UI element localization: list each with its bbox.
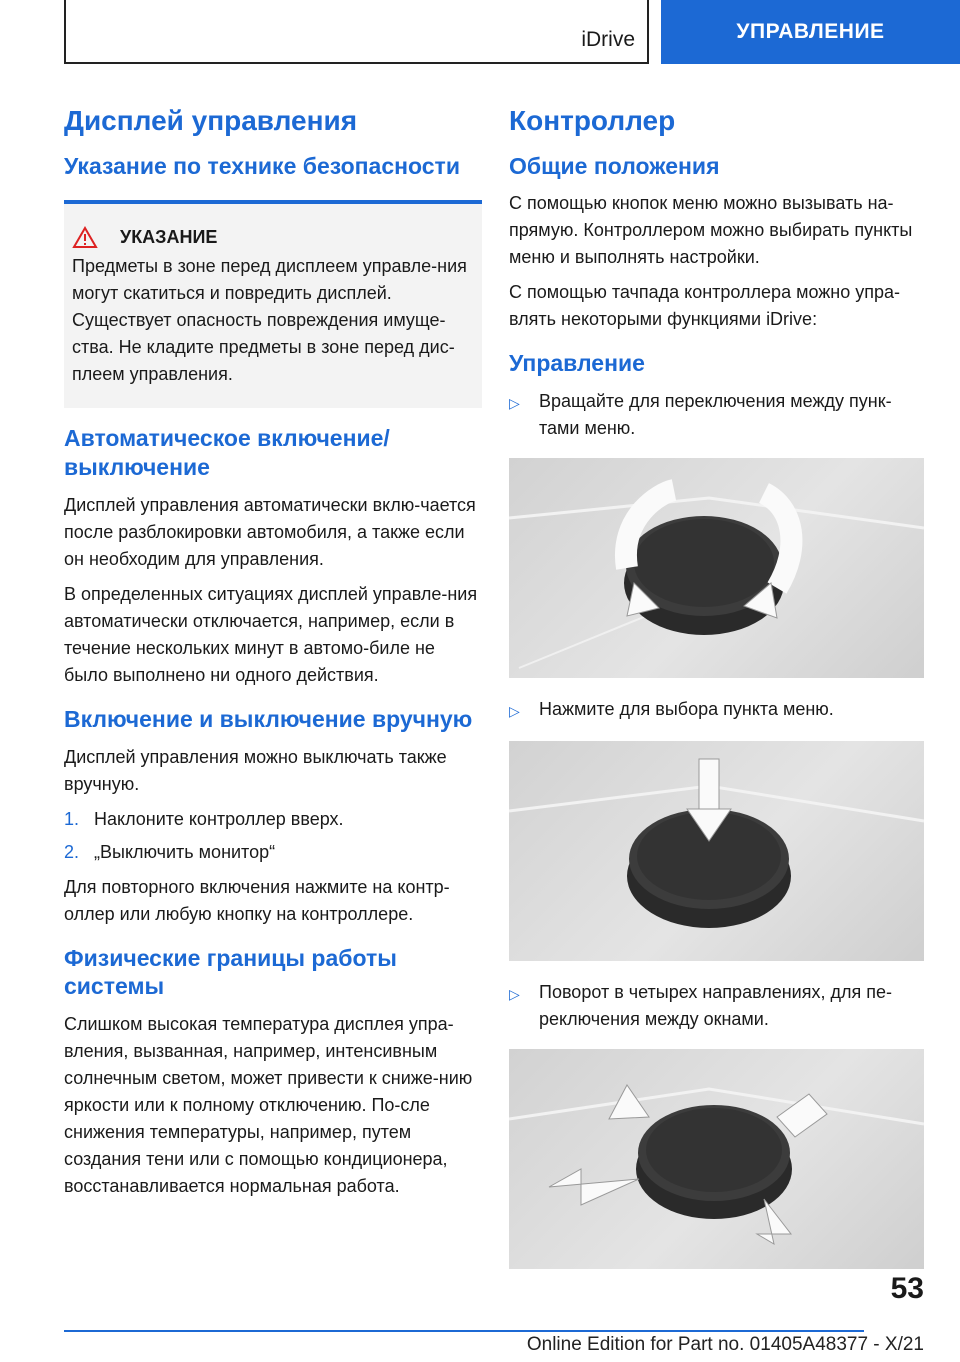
controller-rotate-image	[509, 458, 924, 678]
warning-text: Предметы в зоне перед дисплеем управле-ния могут скатиться и повредить дисплей. Существует опасность повреждения имуще-ства. Не кладите предметы в зоне перед дис-плеем управления.	[72, 256, 467, 385]
list-item: 2. „Выключить монитор“	[64, 841, 276, 862]
controller-tilt-image	[509, 1049, 924, 1269]
page-title-display: Дисплей управления	[64, 105, 358, 136]
right-column	[509, 100, 924, 1287]
warning-triangle-icon	[72, 226, 98, 249]
limits-paragraph: Слишком высокая температура дисплея упра-вления, вызванная, например, интенсивным солнечным светом, может привести к сниже-нию яркости или к полному отключению. По-сле снижения температуры, например, путем создания тени или с помощью кондиционера, восстанавливается нормальная работа.	[64, 1014, 473, 1197]
list-item: ▷ Вращайте для переключения между пунк-тами меню.	[509, 388, 924, 442]
header-frame	[64, 0, 649, 64]
header-section-label: iDrive	[581, 28, 635, 51]
controller-press-image	[509, 741, 924, 961]
manual-paragraph-2: Для повторного включения нажмите на контр-оллер или любую кнопку на контроллере.	[64, 876, 450, 924]
warning-box	[64, 204, 482, 408]
left-column	[64, 100, 482, 1208]
list-item: 1. Наклоните контроллер вверх.	[64, 808, 344, 829]
list-item: ▷ Поворот в четырех направлениях, для пе-реключения между окнами.	[509, 979, 924, 1033]
manual-heading: Включение и выключение вручную	[64, 705, 473, 732]
auto-paragraph-2: В определенных ситуациях дисплей управле-ния автоматически отключается, например, если в течение нескольких минут в автомо-биле не было выполнено ни одного действия.	[64, 583, 478, 685]
warning-title: УКАЗАНИЕ	[120, 227, 218, 248]
auto-heading: Автоматическое включение/ выключение	[64, 425, 390, 481]
safety-heading: Указание по технике безопасности	[64, 152, 460, 179]
general-paragraph-2: С помощью тачпада контроллера можно упра-влять некоторыми функциями iDrive:	[509, 282, 901, 330]
page-number: 53	[890, 1272, 924, 1305]
header-chapter-tab: УПРАВЛЕНИЕ	[661, 0, 960, 64]
edition-text: Online Edition for Part no. 01405A48377 - X/21	[526, 1334, 924, 1355]
bullet-triangle-icon: ▷	[509, 395, 520, 412]
control-heading: Управление	[509, 350, 645, 377]
general-heading: Общие положения	[509, 152, 720, 179]
page-title-controller: Контроллер	[509, 105, 676, 136]
manual-paragraph-1: Дисплей управления можно выключать также вручную.	[64, 746, 447, 794]
general-paragraph-1: С помощью кнопок меню можно вызывать на-прямую. Контроллером можно выбирать пункты меню и выполнять настройки.	[509, 193, 913, 268]
auto-paragraph-1: Дисплей управления автоматически вклю-чается после разблокировки автомобиля, а также если он необходим для управления.	[64, 494, 476, 569]
bullet-triangle-icon: ▷	[509, 986, 520, 1003]
list-item: ▷ Нажмите для выбора пункта меню.	[509, 696, 924, 725]
bullet-triangle-icon: ▷	[509, 703, 520, 720]
manual-steps	[64, 806, 482, 866]
limits-heading: Физические границы работы системы	[64, 944, 397, 1000]
footer-rule	[64, 1330, 864, 1332]
